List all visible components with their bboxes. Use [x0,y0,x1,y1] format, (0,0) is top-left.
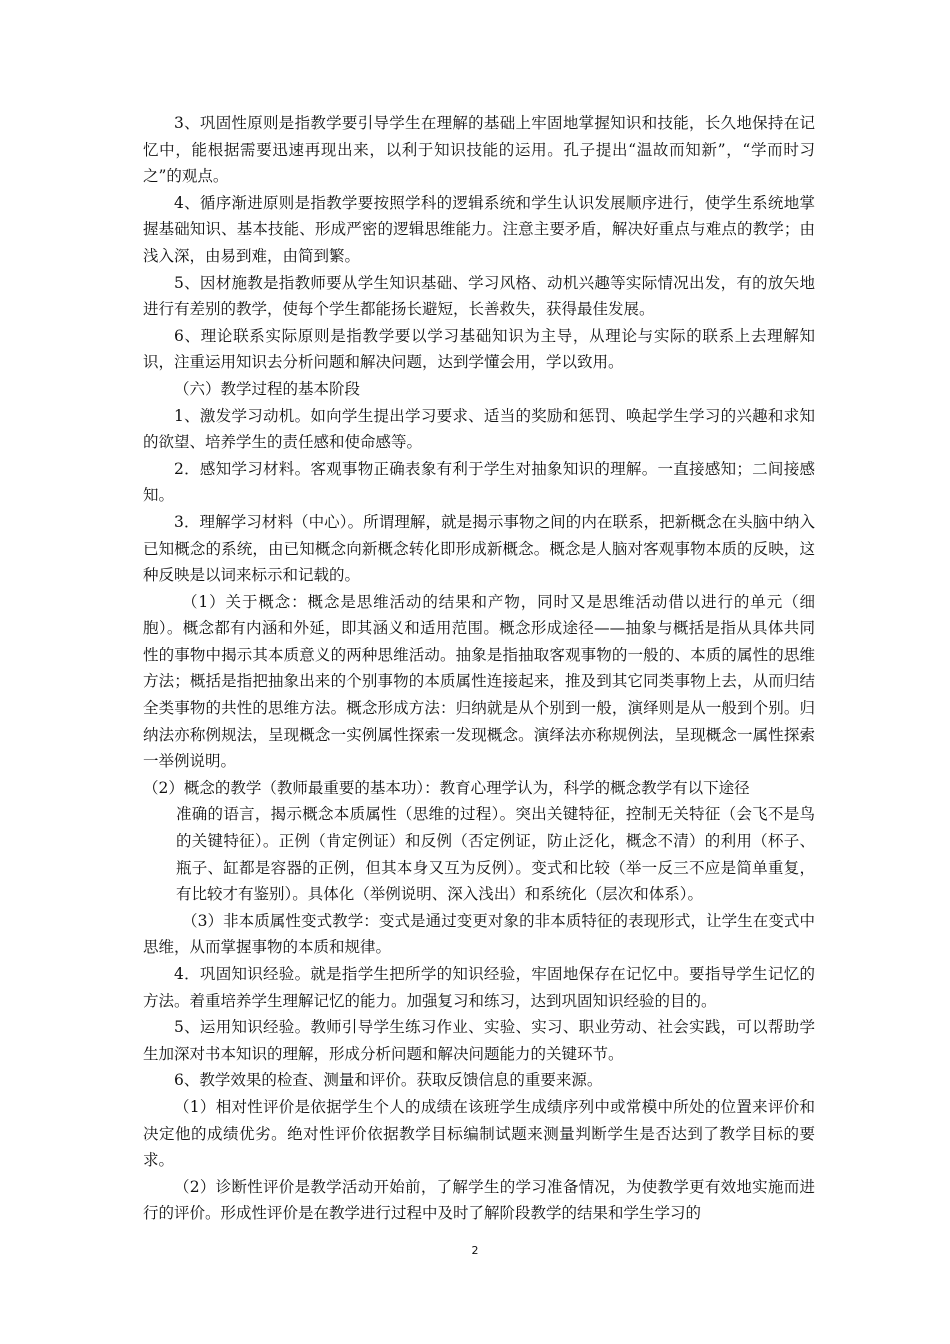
paragraph-stage-4: 4．巩固知识经验。就是指学生把所学的知识经验，牢固地保存在记忆中。要指导学生记忆的方法。着重培养学生理解记忆的能力。加强复习和练习，达到巩固知识经验的目的。 [143,965,815,1010]
paragraph-evaluation-1: （1）相对性评价是依据学生个人的成绩在该班学生成绩序列中或常模中所处的位置来评价和决定他的成绩优劣。绝对性评价依据教学目标编制试题来测量判断学生是否达到了教学目标的要求。 [143,1097,815,1170]
paragraph-evaluation-2: （2）诊断性评价是教学活动开始前，了解学生的学习准备情况，为使教学更有效地实施而进行的评价。形成性评价是在教学进行过程中及时了解阶段教学的结果和学生学习的 [143,1177,815,1223]
section-heading-teaching-stages: （六）教学过程的基本阶段 [174,379,361,398]
document-body [143,110,815,1227]
paragraph-principle-3: 3、巩固性原则是指教学要引导学生在理解的基础上牢固地掌握知识和技能，长久地保持在记忆中，能根据需要迅速再现出来，以利于知识技能的运用。孔子提出“温故而知新”，“学而时习之”的观点。 [143,114,815,186]
paragraph-concept-2-intro: （2）概念的教学（教师最重要的基本功）：教育心理学认为，科学的概念教学有以下途径 [143,778,750,797]
paragraph-stage-5: 5、运用知识经验。教师引导学生练习作业、实验、实习、职业劳动、社会实践，可以帮助学生加深对书本知识的理解，形成分析问题和解决问题能力的关键环节。 [143,1018,815,1063]
paragraph-stage-1: 1、激发学习动机。如向学生提出学习要求、适当的奖励和惩罚、唤起学生学习的兴趣和求知的欲望、培养学生的责任感和使命感等。 [143,406,815,452]
paragraph-stage-2: 2．感知学习材料。客观事物正确表象有利于学生对抽象知识的理解。一直接感知；二间接感知。 [143,459,815,505]
paragraph-concept-3: （3）非本质属性变式教学：变式是通过变更对象的非本质特征的表现形式，让学生在变式中思维，从而掌握事物的本质和规律。 [143,911,815,957]
paragraph-principle-5: 5、因材施教是指教师要从学生知识基础、学习风格、动机兴趣等实际情况出发，有的放矢地进行有差别的教学，使每个学生都能扬长避短，长善救失，获得最佳发展。 [143,273,815,319]
paragraph-concept-1: （1）关于概念：概念是思维活动的结果和产物，同时又是思维活动借以进行的单元（细胞）。概念都有内涵和外延，即其涵义和适用范围。概念形成途径——抽象与概括是指从具体共同性的事物中揭示其本质意义的两种思维活动。抽象是指抽取客观事物的一般的、本质的属性的思维方法；概括是指把抽象出来的个别事物的本质属性连接起来，推及到其它同类事物上去，从而归结全类事物的共性的思维方法。概念形成方法：归纳就是从个别到一般，演绎则是从一般到个别。归纳法亦称例规法，呈现概念一实例属性探索一发现概念。演绎法亦称规例法，呈现概念一属性探索一举例说明。 [143,592,815,771]
paragraph-concept-2-body: 准确的语言，揭示概念本质属性（思维的过程）。突出关键特征，控制无关特征（会飞不是鸟的关键特征）。正例（肯定例证）和反例（否定例证，防止泛化，概念不清）的利用（杯子、瓶子、缸都是容器的正例，但其本身又互为反例）。变式和比较（举一反三不应是简单重复，有比较才有鉴别）。具体化（举例说明、深入浅出）和系统化（层次和体系）。 [176,805,815,904]
paragraph-principle-6: 6、理论联系实际原则是指教学要以学习基础知识为主导，从理论与实际的联系上去理解知识，注重运用知识去分析问题和解决问题，达到学懂会用，学以致用。 [143,326,815,372]
page-number: 2 [471,1244,479,1257]
paragraph-stage-3: 3．理解学习材料（中心）。所谓理解，就是揭示事物之间的内在联系，把新概念在头脑中纳入已知概念的系统，由已知概念向新概念转化即形成新概念。概念是人脑对客观事物本质的反映，这种反映是以词来标示和记载的。 [143,512,815,585]
paragraph-stage-6: 6、教学效果的检查、测量和评价。获取反馈信息的重要来源。 [174,1071,603,1090]
paragraph-principle-4: 4、循序渐进原则是指教学要按照学科的逻辑系统和学生认识发展顺序进行，使学生系统地掌握基础知识、基本技能、形成严密的逻辑思维能力。注意主要矛盾，解决好重点与难点的教学；由浅入深，由易到难，由简到繁。 [143,193,815,265]
